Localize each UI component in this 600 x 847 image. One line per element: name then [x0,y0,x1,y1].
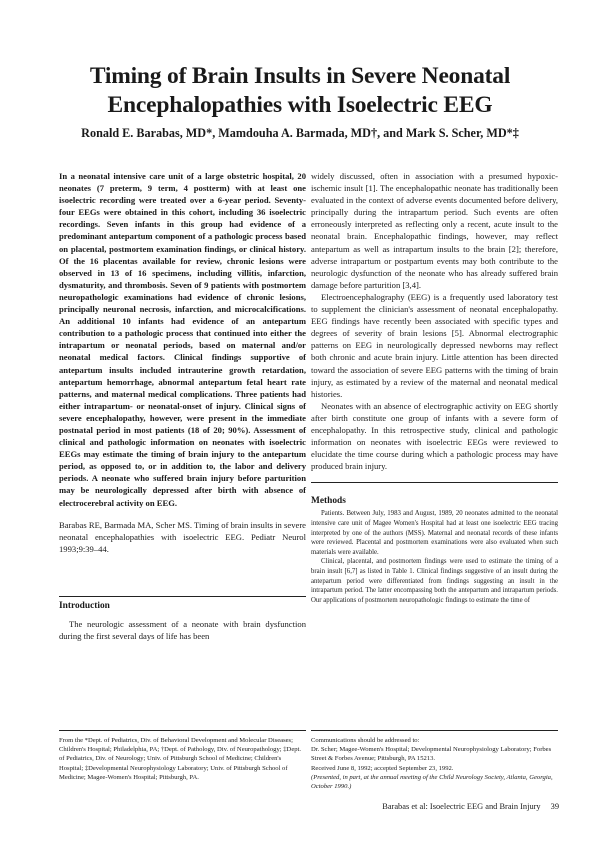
methods-heading: Methods [311,496,346,507]
citation: Barabas RE, Barmada MA, Scher MS. Timing of brain insults in severe neonatal encephalopathies with isoelectric EEG. Pediatr Neurol 1993;9:39–44. [59,519,306,554]
methods-divider [311,482,558,483]
correspondence-address: Dr. Scher; Magee-Women's Hospital; Developmental Neurophysiology Laboratory; Forbes Street & Forbes Avenue; Pittsburgh, PA 15213. [311,746,552,763]
affiliation-footnote [59,736,306,782]
introduction-heading: Introduction [59,601,110,611]
title-line-2: Encephalopathies with Isoelectric EEG [107,92,493,118]
footnote-rule-right [311,730,558,731]
running-title: Barabas et al: Isoelectric EEG and Brain Injury [382,802,541,811]
article-title [40,62,560,120]
intro-paragraph-start: The neurologic assessment of a neonate with brain dysfunction during the first several days of life has been [59,619,306,642]
intro-paragraph-1: widely discussed, often in association with a presumed hypoxic-ischemic insult [1]. The encephalopathic neonate has traditionally been evaluated in the context of adverse events documented before delivery, principally during the intrapartum period. Such events are often erroneously interpreted as reflecting only a recent, acute insult to the neonatal brain. Encephalopathic findings, however, may reflect antepartum as well as intrapartum insults to the brain [2]; therefore, adverse intrapartum or postpartum events may both contribute to the neurologic dysfunction of the neonate who has already suffered brain damage before parturition [3,4]. [311,171,558,290]
title-line-1: Timing of Brain Insults in Severe Neonatal [89,63,511,89]
running-footer [311,802,559,811]
correspondence-label: Communications should be addressed to: [311,737,420,744]
intro-paragraph-2: Electroencephalography (EEG) is a frequently used laboratory test to supplement the clinician's assessment of neonatal encephalopathy. EEG findings have recently been associated with specific types and degrees of severity of brain lesions [5]. Abnormal electrographic patterns on EEG in neurologically depressed newborns may reflect both chronic and acute brain injury. Little attention has been directed toward the association of severe EEG patterns with the timing of brain injury, as estimated by a review of the maternal and neonatal medical histories. [311,291,558,399]
methods-paragraph-2: Clinical, placental, and postmortem findings were used to estimate the timing of a brain insult [6,7] as listed in Table 1. Clinical findings suggestive of an insult during the antepartum period were differentiated from findings suggesting an insult in the intrapartum period. The latter encompassing both the antepartum and intrapartum periods. Our applications of postmortem neuropathologic findings to estimate the time of [311,558,558,604]
footnote-rule-left [59,730,306,731]
author-line: Ronald E. Barabas, MD*, Mamdouha A. Barmada, MD†, and Mark S. Scher, MD*‡ [81,126,519,140]
received-dates: Received June 8, 1992; accepted September 23, 1992. [311,764,454,772]
abstract: In a neonatal intensive care unit of a large obstetric hospital, 20 neonates (7 preterm, 9 term, 4 postterm) with at least one isoelectric recording were treated over a 6-year period. Seventy-four EEGs were obtained in this cohort, including 36 isoelectric recordings. Seven infants in this group had evidence of a predominant antepartum component of a pathologic process based on placental, postmortem examination findings, or clinical history. Of the 16 placentas available for review, chronic lesions were observed in 13 of 16 specimens, including villitis, infarction, dysmaturity, and thrombosis. Seven of 9 patients with postmortem neuropathologic examinations had evidence of chronic lesions, principally neuronal necrosis, infarction, and microcalcifications. An additional 10 infants had evidence of an antepartum contribution to a pathologic process that continued into either the intrapartum or neonatal periods, based on maternal and/or neonatal medical factors. Clinical findings supportive of antepartum insults included intrauterine growth retardation, antepartum hemorrhage, abnormal antepartum fetal heart rate patterns, and maternal medical complications. Three patients had either intrapartum- or neonatal-onset of injury. Clinical signs of severe encephalopathy, however, were present in the immediate postnatal period in most patients (18 of 20; 90%). Assessment of clinical and pathologic information on neonates with isoelectric EEGs may estimate the timing of brain injury to the antepartum period, as opposed to, or in addition to, the labor and delivery periods. A neonate who suffered brain injury before parturition may be neurologically depressed after birth with absence of electrocerebral activity on EEG. [59,171,306,508]
intro-paragraph-3: Neonates with an absence of electrographic activity on EEG shortly after birth constitute one group of infants with a severe form of encephalopathy. In this retrospective study, clinical and pathologic information on neonates with isoelectric EEGs were reviewed to elucidate the time course during which a pathologic process may have produced brain injury. [311,400,558,472]
methods-paragraph-1: Patients. Between July, 1983 and August, 1989, 20 neonates admitted to the neonatal intensive care unit of Magee Women's Hospital had at least one isoelectric EEG tracing interpreted by one of the authors (MSS). Maternal and neonatal records of these infants were reviewed. Placental and postmortem examinations were also evaluated when such materials were available. [311,510,558,556]
presented-note: (Presented, in part, at the annual meeting of the Child Neurology Society, Atlanta, Georgia, October 1990.) [311,773,553,791]
affiliation-text: From the *Dept. of Pediatrics, Div. of Behavioral Development and Molecular Diseases; Children's Hospital; Philadelphia, PA; †Dept. of Pathology, Div. of Neuropathology; ‡Dept. of Pediatrics, Div. of Neurology; Univ. of Pittsburgh School of Medicine; Children's Hospital; ‡Developmental Neurophysiology Laboratory; Univ. of Pittsburgh School of Medicine; Magee-Women's Hospital; Pittsburgh, PA. [59,737,302,781]
left-column [59,170,306,555]
page-number: 39 [550,802,559,811]
section-divider [59,596,306,597]
right-column [311,170,558,605]
methods-text [311,509,558,605]
correspondence-footnote [311,736,558,791]
introduction-text-left [59,618,306,642]
